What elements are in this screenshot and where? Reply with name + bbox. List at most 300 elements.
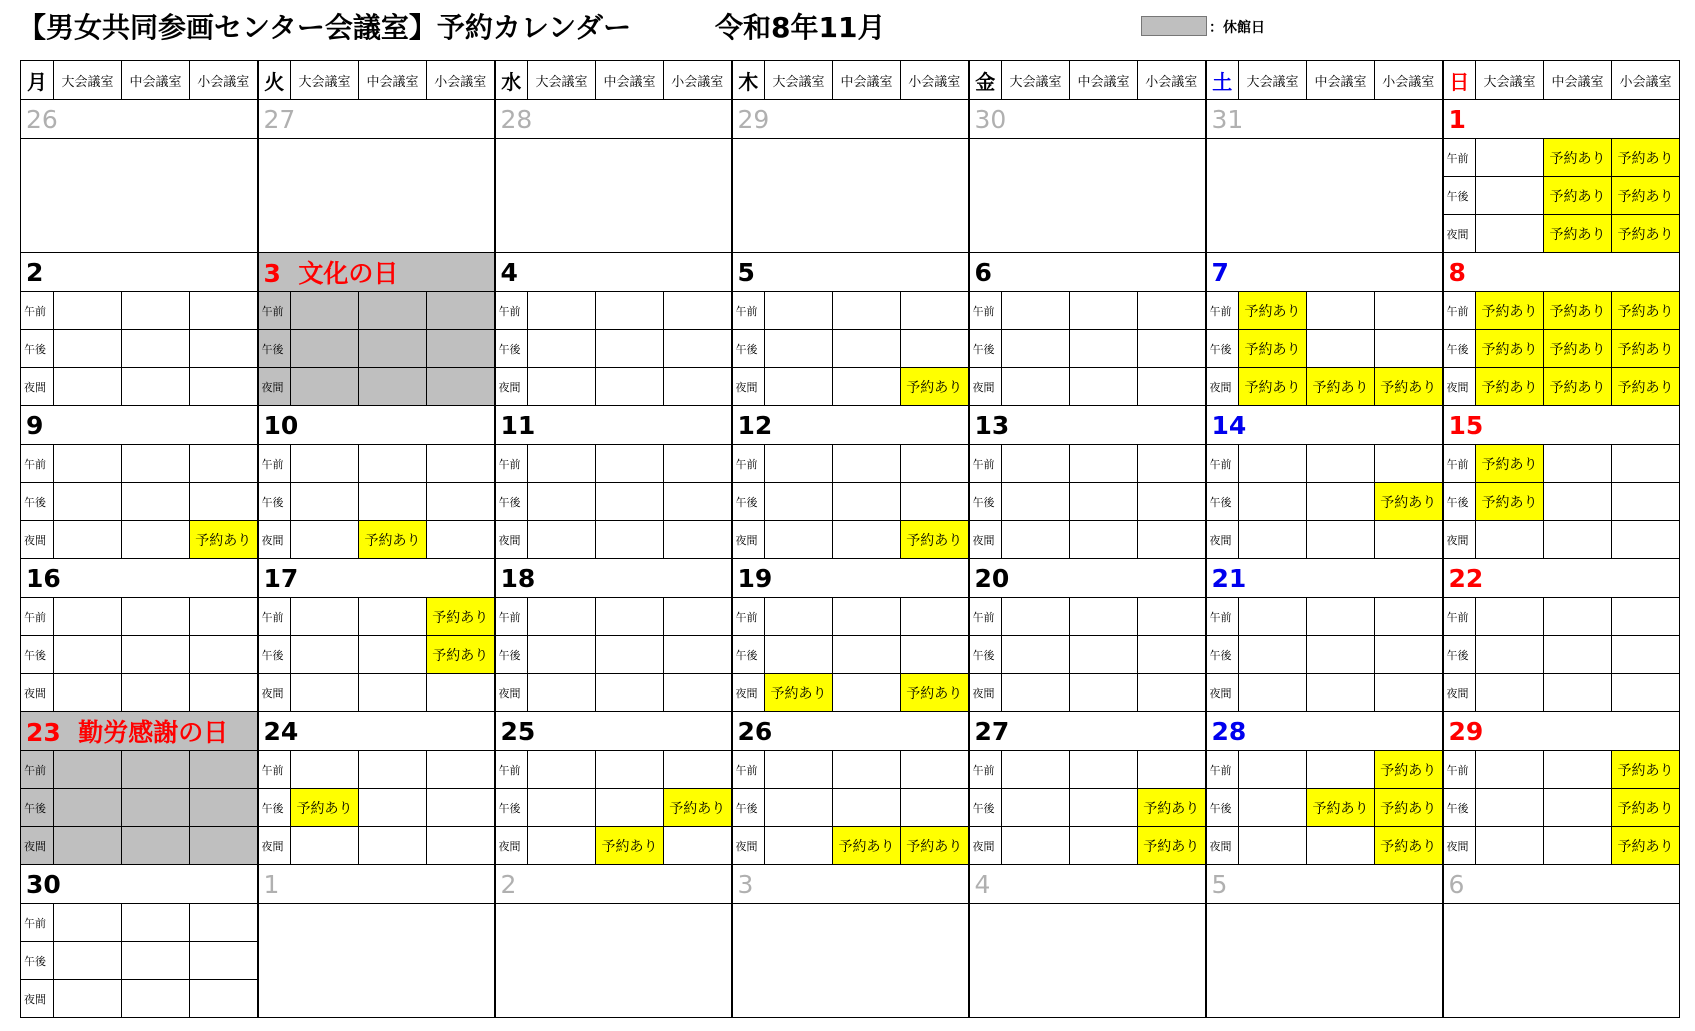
available-cell[interactable] [359,598,427,636]
booked-cell[interactable]: 予約あり [1544,139,1612,177]
booked-cell[interactable]: 予約あり [1612,330,1680,368]
date-cell [495,253,732,292]
available-cell[interactable] [765,445,833,483]
available-cell[interactable] [528,368,596,406]
available-cell[interactable] [528,445,596,483]
available-cell[interactable] [1544,598,1612,636]
available-cell[interactable] [122,942,190,980]
available-cell[interactable] [122,330,190,368]
available-cell[interactable] [1002,674,1070,712]
available-cell[interactable] [1476,215,1544,253]
available-cell[interactable] [901,483,969,521]
available-cell[interactable] [291,483,359,521]
date-row [21,253,1680,292]
date-number: 13 [974,410,1010,440]
available-cell[interactable] [1239,751,1307,789]
closed-cell [359,292,427,330]
available-cell[interactable] [1239,483,1307,521]
date-cell [732,712,969,751]
available-cell[interactable] [1307,751,1375,789]
booked-cell[interactable]: 予約あり [1239,330,1307,368]
available-cell[interactable] [1307,521,1375,559]
available-cell[interactable] [190,942,258,980]
available-cell[interactable] [1002,827,1070,865]
closed-cell [54,751,122,789]
available-cell[interactable] [1544,521,1612,559]
date-cell [1206,712,1443,751]
slot-label: 午後 [1206,789,1239,827]
available-cell[interactable] [1307,330,1375,368]
room-header: 中会議室 [122,61,190,100]
available-cell[interactable] [1239,789,1307,827]
available-cell[interactable] [664,445,732,483]
available-cell[interactable] [833,674,901,712]
available-cell[interactable] [528,827,596,865]
available-cell[interactable] [765,368,833,406]
available-cell[interactable] [901,292,969,330]
available-cell[interactable] [1375,330,1443,368]
available-cell[interactable] [664,292,732,330]
available-cell[interactable] [596,330,664,368]
available-cell[interactable] [901,598,969,636]
available-cell[interactable] [1307,636,1375,674]
available-cell[interactable] [1070,598,1138,636]
booked-cell[interactable]: 予約あり [1612,292,1680,330]
available-cell[interactable] [1138,368,1206,406]
available-cell[interactable] [765,483,833,521]
booked-cell[interactable]: 予約あり [1375,368,1443,406]
available-cell[interactable] [1002,598,1070,636]
slot-label: 夜間 [21,980,54,1018]
closed-cell [427,368,495,406]
available-cell[interactable] [54,980,122,1018]
available-cell[interactable] [765,292,833,330]
available-cell[interactable] [1612,483,1680,521]
available-cell[interactable] [1476,674,1544,712]
booked-cell[interactable]: 予約あり [1612,177,1680,215]
available-cell[interactable] [190,292,258,330]
available-cell[interactable] [359,445,427,483]
available-cell[interactable] [1239,636,1307,674]
booked-cell[interactable]: 予約あり [596,827,664,865]
available-cell[interactable] [1476,636,1544,674]
booked-cell[interactable]: 予約あり [1476,292,1544,330]
available-cell[interactable] [1375,292,1443,330]
available-cell[interactable] [1002,483,1070,521]
available-cell[interactable] [1138,598,1206,636]
available-cell[interactable] [664,483,732,521]
booked-cell[interactable]: 予約あり [1307,368,1375,406]
weekday-label-2: 水 [495,61,528,100]
available-cell[interactable] [765,598,833,636]
date-number: 19 [737,563,773,593]
available-cell[interactable] [1544,445,1612,483]
available-cell[interactable] [1375,598,1443,636]
available-cell[interactable] [1307,598,1375,636]
available-cell[interactable] [664,521,732,559]
booked-cell[interactable]: 予約あり [427,598,495,636]
available-cell[interactable] [596,292,664,330]
available-cell[interactable] [54,368,122,406]
available-cell[interactable] [833,636,901,674]
booked-cell[interactable]: 予約あり [1239,368,1307,406]
available-cell[interactable] [1544,483,1612,521]
available-cell[interactable] [54,598,122,636]
closed-cell [427,292,495,330]
booked-cell[interactable]: 予約あり [1544,330,1612,368]
available-cell[interactable] [1239,827,1307,865]
available-cell[interactable] [1070,445,1138,483]
available-cell[interactable] [1138,445,1206,483]
available-cell[interactable] [1307,483,1375,521]
calendar-body [21,100,1680,1018]
available-cell[interactable] [596,789,664,827]
booked-cell[interactable]: 予約あり [1476,368,1544,406]
available-cell[interactable] [1070,751,1138,789]
available-cell[interactable] [1476,521,1544,559]
available-cell[interactable] [1307,827,1375,865]
available-cell[interactable] [54,292,122,330]
available-cell[interactable] [122,483,190,521]
available-cell[interactable] [1375,445,1443,483]
date-number: 16 [26,563,61,593]
available-cell[interactable] [1544,674,1612,712]
booked-cell[interactable]: 予約あり [1612,827,1680,865]
available-cell[interactable] [765,330,833,368]
available-cell[interactable] [664,674,732,712]
slot-label: 夜間 [1206,368,1239,406]
available-cell[interactable] [1070,789,1138,827]
available-cell[interactable] [1070,674,1138,712]
period-row [21,827,1680,865]
empty-day-block [258,904,495,1018]
booked-cell[interactable]: 予約あり [1476,330,1544,368]
available-cell[interactable] [901,751,969,789]
available-cell[interactable] [901,789,969,827]
available-cell[interactable] [1375,674,1443,712]
available-cell[interactable] [122,598,190,636]
available-cell[interactable] [528,292,596,330]
available-cell[interactable] [1612,636,1680,674]
available-cell[interactable] [190,483,258,521]
available-cell[interactable] [1138,330,1206,368]
slot-label: 夜間 [258,674,291,712]
available-cell[interactable] [596,483,664,521]
available-cell[interactable] [1612,445,1680,483]
booked-cell[interactable]: 予約あり [1612,751,1680,789]
booked-cell[interactable]: 予約あり [1375,751,1443,789]
available-cell[interactable] [359,674,427,712]
date-cell [258,406,495,445]
available-cell[interactable] [427,789,495,827]
available-cell[interactable] [1375,521,1443,559]
available-cell[interactable] [765,636,833,674]
booked-cell[interactable]: 予約あり [427,636,495,674]
available-cell[interactable] [833,521,901,559]
available-cell[interactable] [1070,521,1138,559]
booked-cell[interactable]: 予約あり [765,674,833,712]
booked-cell[interactable]: 予約あり [1612,139,1680,177]
booked-cell[interactable]: 予約あり [1544,177,1612,215]
available-cell[interactable] [190,330,258,368]
available-cell[interactable] [291,751,359,789]
available-cell[interactable] [122,521,190,559]
empty-day-block [732,139,969,253]
available-cell[interactable] [1070,483,1138,521]
booked-cell[interactable]: 予約あり [359,521,427,559]
available-cell[interactable] [427,674,495,712]
available-cell[interactable] [427,827,495,865]
available-cell[interactable] [1612,674,1680,712]
available-cell[interactable] [1476,789,1544,827]
available-cell[interactable] [528,636,596,674]
available-cell[interactable] [291,674,359,712]
available-cell[interactable] [54,330,122,368]
booked-cell[interactable]: 予約あり [1239,292,1307,330]
available-cell[interactable] [901,445,969,483]
available-cell[interactable] [765,827,833,865]
available-cell[interactable] [833,330,901,368]
available-cell[interactable] [1002,368,1070,406]
booked-cell[interactable]: 予約あり [190,521,258,559]
slot-label: 夜間 [732,368,765,406]
date-number: 26 [737,716,773,746]
available-cell[interactable] [54,483,122,521]
room-header: 大会議室 [291,61,359,100]
available-cell[interactable] [1375,636,1443,674]
available-cell[interactable] [1138,636,1206,674]
booked-cell[interactable]: 予約あり [1375,827,1443,865]
date-number: 17 [263,563,299,593]
available-cell[interactable] [122,904,190,942]
available-cell[interactable] [359,636,427,674]
available-cell[interactable] [1138,674,1206,712]
booked-cell[interactable]: 予約あり [901,521,969,559]
available-cell[interactable] [1544,636,1612,674]
available-cell[interactable] [359,483,427,521]
available-cell[interactable] [596,674,664,712]
available-cell[interactable] [664,368,732,406]
available-cell[interactable] [833,483,901,521]
room-header: 大会議室 [54,61,122,100]
available-cell[interactable] [833,598,901,636]
room-header: 中会議室 [1307,61,1375,100]
available-cell[interactable] [54,521,122,559]
slot-label: 午前 [732,445,765,483]
available-cell[interactable] [190,980,258,1018]
available-cell[interactable] [664,827,732,865]
available-cell[interactable] [1239,521,1307,559]
available-cell[interactable] [291,521,359,559]
slot-label: 午前 [969,292,1002,330]
available-cell[interactable] [122,674,190,712]
available-cell[interactable] [427,483,495,521]
slot-label: 夜間 [258,521,291,559]
available-cell[interactable] [54,904,122,942]
available-cell[interactable] [833,751,901,789]
available-cell[interactable] [291,636,359,674]
available-cell[interactable] [427,521,495,559]
available-cell[interactable] [528,674,596,712]
available-cell[interactable] [190,598,258,636]
available-cell[interactable] [427,751,495,789]
booked-cell[interactable]: 予約あり [1476,483,1544,521]
available-cell[interactable] [1002,521,1070,559]
available-cell[interactable] [1476,827,1544,865]
booked-cell[interactable]: 予約あり [1375,483,1443,521]
booked-cell[interactable]: 予約あり [1612,789,1680,827]
booked-cell[interactable]: 予約あり [1307,789,1375,827]
available-cell[interactable] [596,521,664,559]
booked-cell[interactable]: 予約あり [1544,292,1612,330]
empty-day-block [495,139,732,253]
available-cell[interactable] [1070,368,1138,406]
room-header: 中会議室 [1070,61,1138,100]
available-cell[interactable] [528,751,596,789]
available-cell[interactable] [359,751,427,789]
available-cell[interactable] [765,751,833,789]
available-cell[interactable] [122,445,190,483]
available-cell[interactable] [291,445,359,483]
available-cell[interactable] [1307,292,1375,330]
booked-cell[interactable]: 予約あり [291,789,359,827]
available-cell[interactable] [528,598,596,636]
available-cell[interactable] [54,674,122,712]
available-cell[interactable] [1002,636,1070,674]
available-cell[interactable] [54,942,122,980]
booked-cell[interactable]: 予約あり [833,827,901,865]
available-cell[interactable] [190,674,258,712]
available-cell[interactable] [1239,674,1307,712]
available-cell[interactable] [1476,751,1544,789]
booked-cell[interactable]: 予約あり [1544,368,1612,406]
available-cell[interactable] [1544,751,1612,789]
available-cell[interactable] [833,445,901,483]
available-cell[interactable] [596,445,664,483]
available-cell[interactable] [901,330,969,368]
available-cell[interactable] [1002,789,1070,827]
available-cell[interactable] [1070,292,1138,330]
booked-cell[interactable]: 予約あり [1612,215,1680,253]
available-cell[interactable] [190,904,258,942]
booked-cell[interactable]: 予約あり [901,827,969,865]
available-cell[interactable] [359,789,427,827]
available-cell[interactable] [1544,827,1612,865]
available-cell[interactable] [122,368,190,406]
room-header: 小会議室 [1138,61,1206,100]
available-cell[interactable] [291,827,359,865]
available-cell[interactable] [1138,292,1206,330]
date-cell [969,100,1206,139]
available-cell[interactable] [528,483,596,521]
available-cell[interactable] [596,368,664,406]
date-cell [1443,712,1680,751]
available-cell[interactable] [596,636,664,674]
available-cell[interactable] [833,789,901,827]
booked-cell[interactable]: 予約あり [1375,789,1443,827]
available-cell[interactable] [664,751,732,789]
available-cell[interactable] [1002,330,1070,368]
booked-cell[interactable]: 予約あり [664,789,732,827]
available-cell[interactable] [190,636,258,674]
available-cell[interactable] [190,445,258,483]
available-cell[interactable] [1138,751,1206,789]
date-number: 29 [737,104,770,134]
room-header: 中会議室 [1544,61,1612,100]
date-number: 10 [263,410,299,440]
available-cell[interactable] [901,636,969,674]
available-cell[interactable] [1476,177,1544,215]
available-cell[interactable] [1239,598,1307,636]
available-cell[interactable] [1612,521,1680,559]
available-cell[interactable] [1476,139,1544,177]
available-cell[interactable] [833,292,901,330]
empty-day-block [21,139,258,253]
slot-label: 夜間 [258,827,291,865]
available-cell[interactable] [528,521,596,559]
available-cell[interactable] [596,751,664,789]
holiday-name: 勤労感謝の日 [78,718,229,747]
available-cell[interactable] [1307,674,1375,712]
available-cell[interactable] [1070,330,1138,368]
available-cell[interactable] [359,827,427,865]
booked-cell[interactable]: 予約あり [1138,789,1206,827]
available-cell[interactable] [1070,827,1138,865]
available-cell[interactable] [54,636,122,674]
available-cell[interactable] [122,636,190,674]
available-cell[interactable] [122,980,190,1018]
available-cell[interactable] [1070,636,1138,674]
booked-cell[interactable]: 予約あり [1476,445,1544,483]
date-cell [495,559,732,598]
available-cell[interactable] [833,368,901,406]
available-cell[interactable] [190,368,258,406]
available-cell[interactable] [1138,521,1206,559]
available-cell[interactable] [1002,445,1070,483]
booked-cell[interactable]: 予約あり [1544,215,1612,253]
available-cell[interactable] [54,445,122,483]
available-cell[interactable] [427,445,495,483]
available-cell[interactable] [664,636,732,674]
booked-cell[interactable]: 予約あり [1138,827,1206,865]
booked-cell[interactable]: 予約あり [1612,368,1680,406]
closed-cell [190,789,258,827]
date-cell [969,865,1206,904]
available-cell[interactable] [528,789,596,827]
available-cell[interactable] [1002,751,1070,789]
available-cell[interactable] [765,789,833,827]
period-row [21,904,1680,942]
available-cell[interactable] [1544,789,1612,827]
booked-cell[interactable]: 予約あり [901,368,969,406]
legend-closed-swatch [1141,16,1207,36]
period-row [21,521,1680,559]
available-cell[interactable] [765,521,833,559]
available-cell[interactable] [122,292,190,330]
available-cell[interactable] [1239,445,1307,483]
booked-cell[interactable]: 予約あり [901,674,969,712]
available-cell[interactable] [596,598,664,636]
available-cell[interactable] [291,598,359,636]
available-cell[interactable] [1138,483,1206,521]
available-cell[interactable] [1476,598,1544,636]
available-cell[interactable] [1612,598,1680,636]
available-cell[interactable] [664,330,732,368]
available-cell[interactable] [528,330,596,368]
available-cell[interactable] [1002,292,1070,330]
available-cell[interactable] [664,598,732,636]
available-cell[interactable] [1307,445,1375,483]
